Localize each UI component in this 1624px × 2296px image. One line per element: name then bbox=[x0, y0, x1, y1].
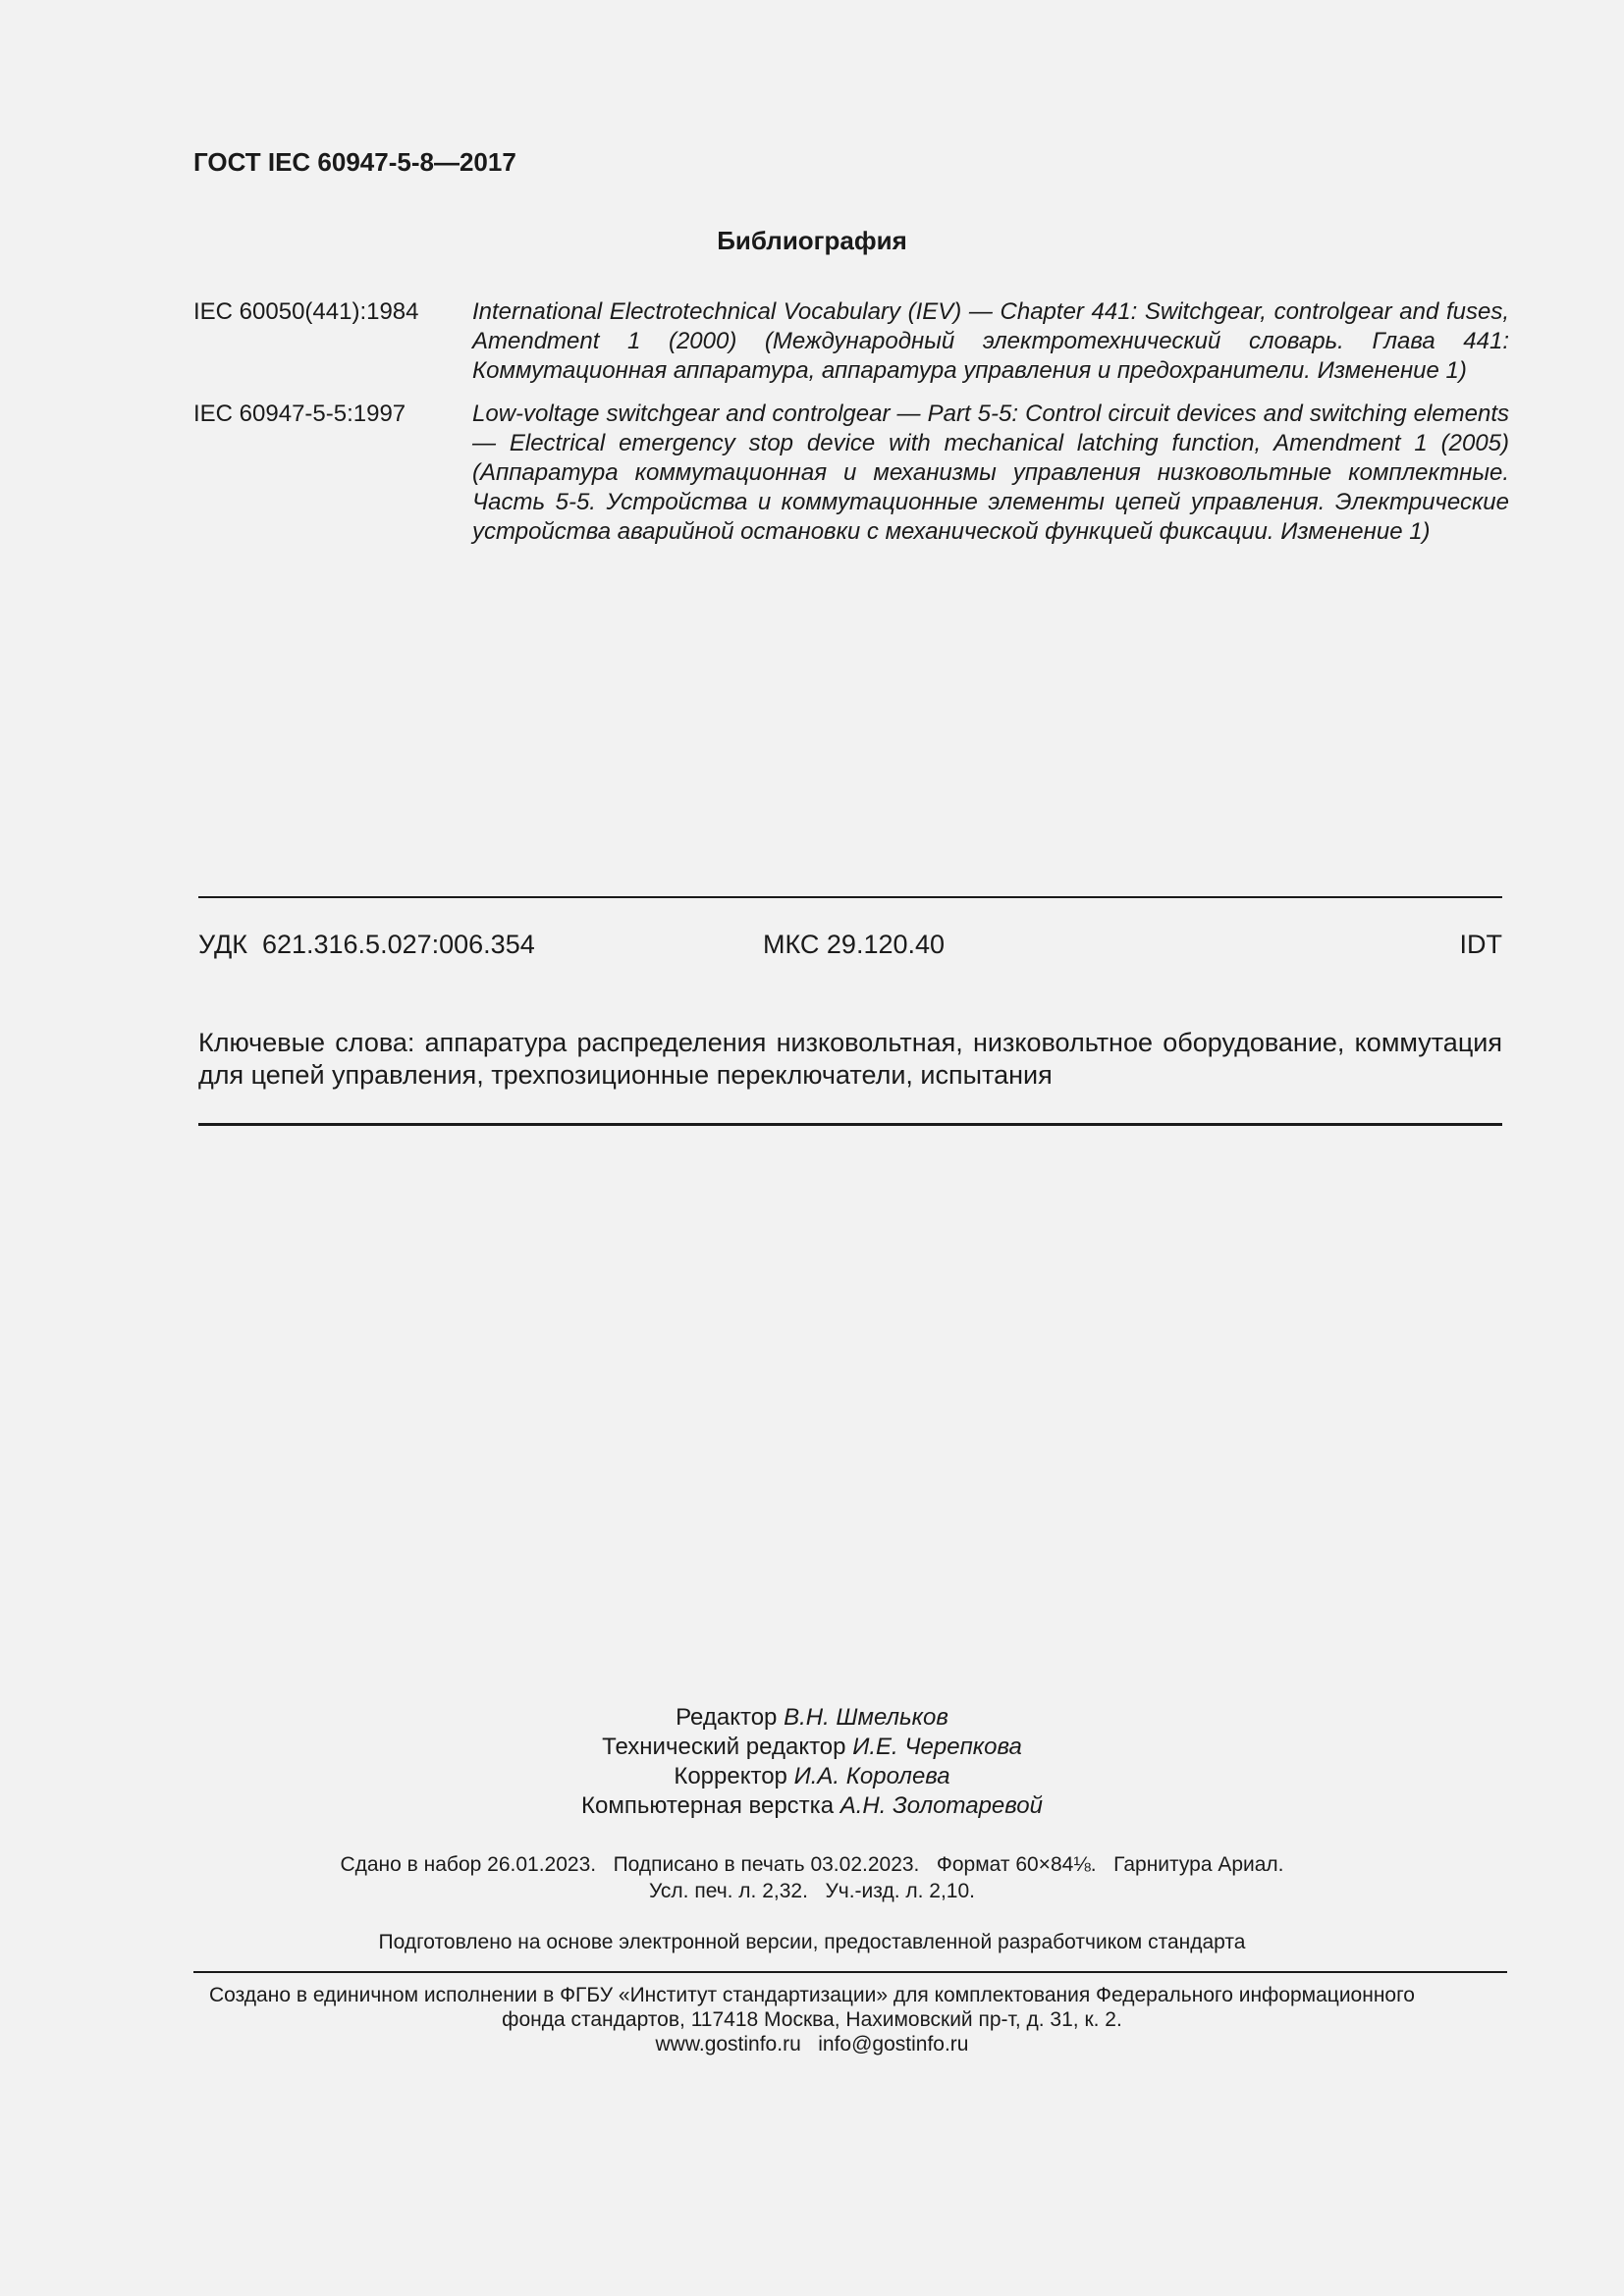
publication-line-2: Усл. печ. л. 2,32. Уч.-изд. л. 2,10. bbox=[648, 1880, 975, 1902]
bibliography-item bbox=[193, 400, 1509, 547]
bibliography-text: International Electrotechnical Vocabulary (IEV) — Chapter 441: Switchgear, controlgear and fuses, Amendment 1 (2000) (Международный электротехнический словарь. Глава 441: Коммутационная аппаратура, аппаратура управления и предохранители. Изменение 1) bbox=[472, 298, 1509, 384]
credit-editor: Редактор В.Н. Шмельков bbox=[676, 1704, 948, 1731]
bibliography-text: Low-voltage switchgear and controlgear — Part 5-5: Control circuit devices and switching elements — Electrical emergency stop device with mechanical latching function, Amendment 1 (2005) (Аппаратура коммутационная и механизмы управления низковольтные комплектные. Часть 5-5. Устройства и коммутационные элементы цепей управления. Электрические устройства аварийной остановки с механической функцией фиксации. Изменение 1) bbox=[472, 400, 1509, 545]
footer-divider bbox=[193, 1971, 1507, 1973]
credit-layout: Компьютерная верстка А.Н. Золотаревой bbox=[581, 1792, 1043, 1819]
publication-line-1: Сдано в набор 26.01.2023. Подписано в печать 03.02.2023. Формат 60×84⅛. Гарнитура Ариал. bbox=[340, 1853, 1284, 1876]
credits bbox=[0, 1703, 1624, 1821]
footer-info bbox=[0, 1983, 1624, 2056]
udk-code: УДК 621.316.5.027:006.354 bbox=[198, 930, 535, 959]
credit-tech-editor: Технический редактор И.Е. Черепкова bbox=[602, 1734, 1022, 1760]
footer-line-2: фонда стандартов, 117418 Москва, Нахимовский пр-т, д. 31, к. 2. bbox=[502, 2008, 1122, 2031]
bibliography-title: Библиография bbox=[717, 226, 907, 255]
publication-info bbox=[0, 1851, 1624, 1904]
prepared-note: Подготовлено на основе электронной версии, предоставленной разработчиком стандарта bbox=[378, 1931, 1246, 1953]
keywords: Ключевые слова: аппаратура распределения низковольтная, низковольтное оборудование, коммутация для цепей управления, трехпозиционные переключатели, испытания bbox=[198, 1028, 1502, 1090]
idt-marker: IDT bbox=[1459, 930, 1502, 959]
bibliography-item bbox=[193, 297, 1509, 386]
bibliography-ref: IEC 60947-5-5:1997 bbox=[193, 400, 406, 427]
bibliography-list bbox=[193, 297, 1509, 547]
top-divider bbox=[198, 896, 1502, 898]
footer-contacts: www.gostinfo.ru info@gostinfo.ru bbox=[655, 2033, 969, 2056]
bottom-divider bbox=[198, 1123, 1502, 1126]
document-code: ГОСТ IEC 60947-5-8—2017 bbox=[193, 147, 516, 177]
footer-line-1: Создано в единичном исполнении в ФГБУ «Институт стандартизации» для комплектования Федерального информационного bbox=[209, 1984, 1415, 2006]
bibliography-ref: IEC 60050(441):1984 bbox=[193, 298, 419, 325]
credit-corrector: Корректор И.А. Королева bbox=[674, 1763, 950, 1789]
mks-code: МКС 29.120.40 bbox=[763, 930, 946, 959]
